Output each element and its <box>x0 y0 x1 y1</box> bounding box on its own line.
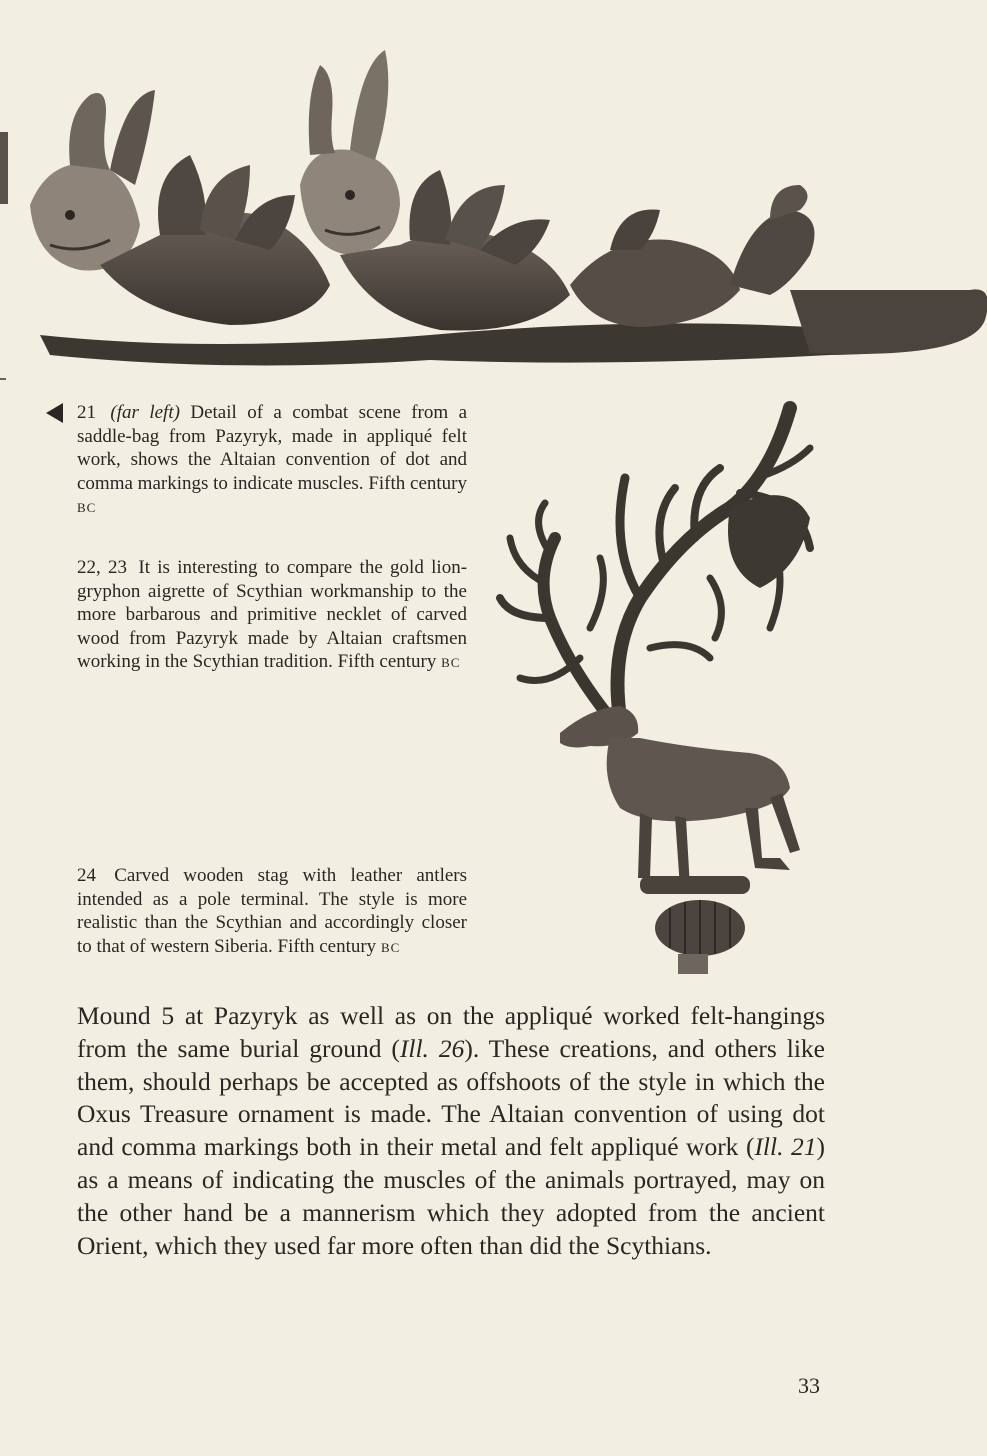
caption-number: 24 <box>77 865 96 886</box>
caption-era: BC <box>441 655 461 671</box>
caption-text: It is interesting to compare the gold lion-gryphon aigrette of Scythian workmanship to the more barbarous and primitive necklet of carved wood from Pazyryk made by Altaian craftsmen working in the Scythian tradition. Fifth century <box>77 557 468 673</box>
caption-italic: (far left) <box>110 402 180 423</box>
caption-24 <box>77 864 467 959</box>
body-text-part: ). These creations, and others like them, should perhaps be accepted as offshoots of the style in which the Oxus Treasure ornament is made. The Altaian convention of using dot and comma markings both in their metal and felt appliqué work ( <box>77 1033 825 1162</box>
body-text-part: ) as a means of indicating the muscles of the animals portrayed, may on the other hand be a mannerism which they adopted from the ancient Orient, which they used far more often than did the Scythians. <box>77 1132 825 1260</box>
caption-text: Carved wooden stag with leather antlers intended as a pole terminal. The style is more realistic than the Scythian and accordingly closer to that of western Siberia. Fifth century <box>77 865 468 957</box>
page-edge-mark <box>0 132 8 204</box>
page-edge-tick <box>0 378 6 380</box>
illustration-reference: Ill. 26 <box>399 1033 465 1063</box>
caption-era: BC <box>77 500 97 516</box>
stag-figure <box>490 388 820 976</box>
necklet-figure <box>10 35 987 370</box>
caption-text: Detail of a combat scene from a saddle-bag from Pazyryk, made in appliqué felt work, shows the Altaian convention of dot and comma markings to indicate muscles. Fifth century <box>77 402 468 494</box>
illustration-reference: Ill. 21 <box>754 1132 817 1162</box>
page-number: 33 <box>798 1373 820 1398</box>
body-paragraph <box>77 1000 825 1262</box>
far-left-arrow-icon <box>46 403 63 423</box>
caption-number: 21 <box>77 402 96 423</box>
caption-21 <box>77 401 467 520</box>
caption-number: 22, 23 <box>77 557 128 578</box>
body-text-part: Mound 5 at Pazyryk as well as on the appliqué worked felt-hangings from the same burial ground ( <box>77 1001 825 1063</box>
caption-era: BC <box>380 939 401 955</box>
caption-22-23 <box>77 556 467 675</box>
